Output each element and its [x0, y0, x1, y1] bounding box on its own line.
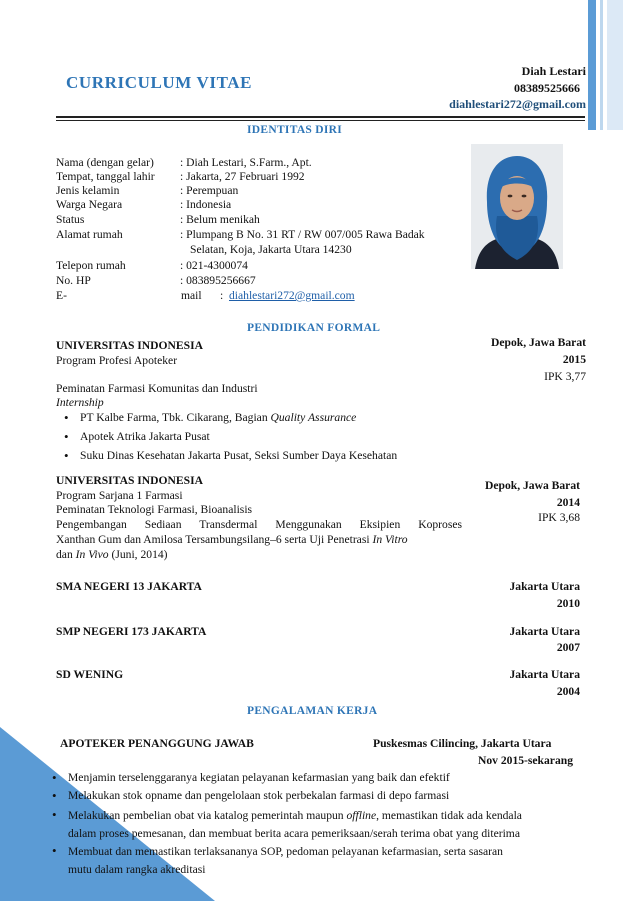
school-location: Jakarta Utara [509, 668, 580, 681]
school-year: 2004 [556, 685, 580, 698]
right-accent-bar [588, 0, 596, 130]
job-duties-list [46, 771, 586, 879]
identity-label: Telepon rumah [56, 259, 126, 272]
school-location: Jakarta Utara [509, 625, 580, 638]
portrait-illustration [471, 144, 563, 269]
list-item: • Melakukan stok opname dan pengelolaan stok perbekalan farmasi di depo farmasi [46, 789, 586, 807]
right-accent-bar-light [607, 0, 623, 130]
school-location: Jakarta Utara [509, 580, 580, 593]
institution-name: UNIVERSITAS INDONESIA [56, 339, 203, 352]
school-year: 2007 [556, 641, 580, 654]
list-item: • Menjamin terselenggaranya kegiatan pelayanan kefarmasian yang baik dan efektif [46, 771, 586, 789]
identity-value: : Perempuan [180, 184, 239, 197]
program-name: Program Profesi Apoteker [56, 354, 178, 367]
thesis-title-line: Xanthan Gum dan Amilosa Tersambungsilang–6 serta Uji Penetrasi In Vitro [56, 533, 408, 546]
identity-label: Nama (dengan gelar) [56, 156, 154, 169]
identity-label: Tempat, tanggal lahir [56, 170, 155, 183]
identity-label: Jenis kelamin [56, 184, 120, 197]
job-place: Puskesmas Cilincing, Jakarta Utara [373, 737, 552, 750]
peminatan: Peminatan Farmasi Komunitas dan Industri [56, 382, 258, 395]
education-location: Depok, Jawa Barat [484, 479, 580, 492]
identity-email-label-mid: mail [181, 289, 202, 302]
identity-email-link[interactable]: diahlestari272@gmail.com [229, 289, 355, 302]
list-item: • Apotek Atrika Jakarta Pusat [58, 430, 456, 449]
school-name: SMA NEGERI 13 JAKARTA [56, 580, 202, 593]
profile-photo [471, 144, 563, 269]
identity-email-colon: : [220, 289, 224, 302]
education-year: 2014 [556, 496, 580, 509]
section-heading-pengalaman: PENGALAMAN KERJA [247, 705, 378, 717]
internship-list [58, 411, 456, 468]
identity-value: : 021-4300074 [180, 259, 248, 272]
education-ipk: IPK 3,68 [538, 511, 580, 524]
thesis-title-line: Pengembangan Sediaan Transdermal Menggunakan Eksipien Koproses [56, 518, 462, 531]
identity-label: No. HP [56, 274, 91, 287]
identity-value: : Jakarta, 27 Februari 1992 [180, 170, 305, 183]
list-item: • Membuat dan memastikan terlaksananya SOP, pedoman pelayanan kefarmasian, serta sasaran mutu dalam rangka akreditasi [46, 843, 586, 879]
right-accent-bar-thin [600, 0, 603, 130]
identity-label: Warga Negara [56, 198, 123, 211]
program-name: Program Sarjana 1 Farmasi [56, 489, 183, 502]
identity-value-continuation: Selatan, Koja, Jakarta Utara 14230 [190, 243, 352, 256]
peminatan: Peminatan Teknologi Farmasi, Bioanalisis [56, 503, 253, 516]
school-year: 2010 [556, 597, 580, 610]
school-name: SMP NEGERI 173 JAKARTA [56, 625, 207, 638]
institution-name: UNIVERSITAS INDONESIA [56, 474, 203, 487]
document-title: CURRICULUM VITAE [66, 73, 253, 92]
header-divider-thin [56, 120, 585, 121]
header-name: Diah Lestari [521, 64, 586, 78]
list-item: • Suku Dinas Kesehatan Jakarta Pusat, Seksi Sumber Daya Kesehatan [58, 449, 456, 468]
school-name: SD WENING [56, 668, 124, 681]
internship-label: Internship [56, 396, 104, 409]
education-ipk: IPK 3,77 [544, 370, 586, 383]
job-position: APOTEKER PENANGGUNG JAWAB [60, 737, 254, 750]
list-item: • Melakukan pembelian obat via katalog pemerintah maupun offline, memastikan tidak ada kendala dalam proses pemesanan, dan membuat berita acara pemeriksaan/serah terima obat yang diterima [46, 807, 586, 843]
job-period: Nov 2015-sekarang [477, 754, 573, 767]
header-phone: 08389525666 [514, 81, 580, 95]
identity-label: Alamat rumah [56, 228, 123, 241]
thesis-title-line: dan In Vivo (Juni, 2014) [56, 548, 168, 561]
header-email[interactable]: diahlestari272@gmail.com [449, 97, 586, 111]
section-heading-pendidikan: PENDIDIKAN FORMAL [247, 322, 381, 334]
education-year: 2015 [562, 353, 586, 366]
identity-value: : Belum menikah [180, 213, 260, 226]
identity-value: : Plumpang B No. 31 RT / RW 007/005 Rawa Badak [180, 228, 425, 241]
identity-label: Status [56, 213, 85, 226]
identity-value: : 083895256667 [180, 274, 256, 287]
identity-value: : Indonesia [180, 198, 232, 211]
identity-value: : Diah Lestari, S.Farm., Apt. [180, 156, 312, 169]
header-divider [56, 116, 585, 118]
identity-email-label: E- [56, 289, 67, 302]
education-location: Depok, Jawa Barat [490, 336, 586, 349]
section-heading-identitas: IDENTITAS DIRI [247, 124, 343, 136]
list-item: • PT Kalbe Farma, Tbk. Cikarang, Bagian Quality Assurance [58, 411, 456, 430]
